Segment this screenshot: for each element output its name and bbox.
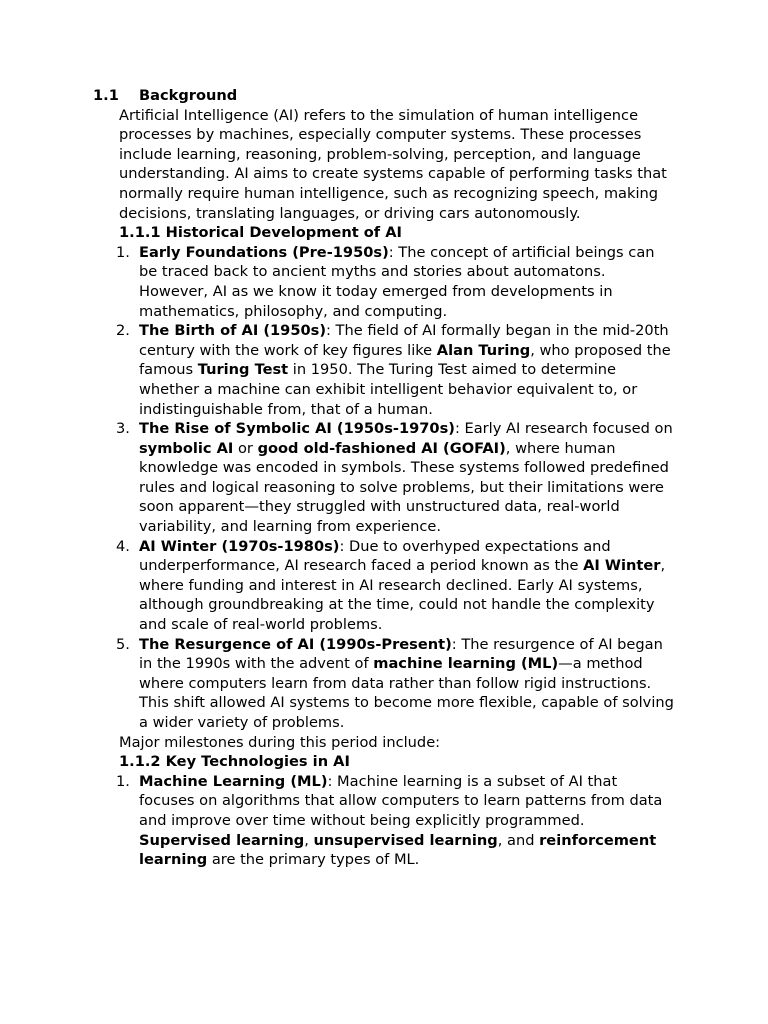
item-text: , [304, 831, 314, 849]
item-bold-term: Turing Test [197, 361, 289, 379]
item-text: : The resurgence of AI began in the 1990s with the advent of [139, 635, 663, 673]
list-marker: 4. [116, 537, 130, 555]
item-text: or [233, 439, 258, 457]
list-item [116, 635, 674, 733]
item-text: are the primary types of ML. [207, 851, 420, 869]
item-text: , where funding and interest in AI research declined. Early AI systems, although groundbreaking at the time, could not handle the complexity and scale of real-world problems. [139, 557, 666, 634]
tech-list [0, 772, 768, 870]
item-bold-term: AI Winter [583, 557, 661, 575]
item-title: Machine Learning (ML) [139, 772, 328, 790]
item-text: in 1950. The Turing Test aimed to determine whether a machine can exhibit intelligent behavior equivalent to, or indistinguishable from, that of a human. [139, 361, 638, 418]
item-title: Early Foundations (Pre-1950s) [139, 243, 389, 261]
item-bold-term: Supervised learning [139, 831, 305, 849]
item-bold-term: machine learning (ML) [373, 655, 559, 673]
list-marker: 2. [116, 322, 130, 340]
item-text: : Machine learning is a subset of AI that focuses on algorithms that allow computers to learn patterns from data and improve over time without being explicitly programmed. [139, 772, 663, 829]
item-text: : Early AI research focused on [454, 420, 673, 438]
item-text: , and [497, 831, 540, 849]
item-title: The Rise of Symbolic AI (1950s-1970s) [139, 420, 455, 438]
tech-heading: 1.1.2 Key Technologies in AI [119, 753, 350, 771]
item-text: —a method where computers learn from data rather than follow rigid instructions. This shift allowed AI systems to become more flexible, capable of solving a wider variety of problems. [139, 655, 674, 731]
list-marker: 1. [116, 243, 130, 261]
list-item [116, 772, 674, 870]
item-bold-term: good old-fashioned AI (GOFAI) [257, 439, 506, 457]
list-item [116, 419, 674, 537]
document-page [0, 86, 768, 870]
history-heading: 1.1.1 Historical Development of AI [119, 224, 402, 242]
item-title: The Birth of AI (1950s) [139, 322, 326, 340]
intro-paragraph: Artificial Intelligence (AI) refers to the simulation of human intelligence processes by machines, especially computer systems. These processes include learning, reasoning, problem-solving, perception, and language understanding. AI aims to create systems capable of performing tasks that normally require human intelligence, such as recognizing speech, making decisions, translating languages, or driving cars autonomously. [119, 106, 667, 222]
item-title: AI Winter (1970s-1980s) [139, 537, 340, 555]
list-item [116, 243, 674, 321]
history-list [0, 243, 768, 733]
item-title: The Resurgence of AI (1990s-Present) [139, 635, 452, 653]
item-bold-term: symbolic AI [139, 439, 234, 457]
section-number: 1.1 [93, 87, 119, 104]
section-heading [93, 86, 768, 106]
item-text: , who proposed the famous [139, 341, 671, 379]
list-marker: 1. [116, 772, 130, 790]
section-title: Background [139, 87, 238, 104]
item-text: : Due to overhyped expectations and underperformance, AI research faced a period known as the [139, 537, 611, 575]
item-text: : The concept of artificial beings can be traced back to ancient myths and stories about automatons. However, AI as we know it today emerged from developments in mathematics, philosophy, and computing. [139, 243, 655, 320]
item-bold-term: Alan Turing [436, 341, 531, 359]
item-text: : The field of AI formally began in the mid-20th century with the work of key figures like [139, 322, 669, 359]
item-text: , where human knowledge was encoded in symbols. These systems followed predefined rules and logical reasoning to solve problems, but their limitations were soon apparent—they struggled with unstructured data, real-world variability, and learning from experience. [139, 439, 669, 536]
list-item [116, 537, 674, 635]
list-item [116, 321, 674, 419]
list-marker: 3. [116, 420, 130, 438]
milestones-paragraph: Major milestones during this period include: [119, 733, 441, 751]
list-marker: 5. [116, 635, 130, 653]
item-bold-term: reinforcement learning [139, 831, 657, 869]
item-bold-term: unsupervised learning [313, 831, 498, 849]
